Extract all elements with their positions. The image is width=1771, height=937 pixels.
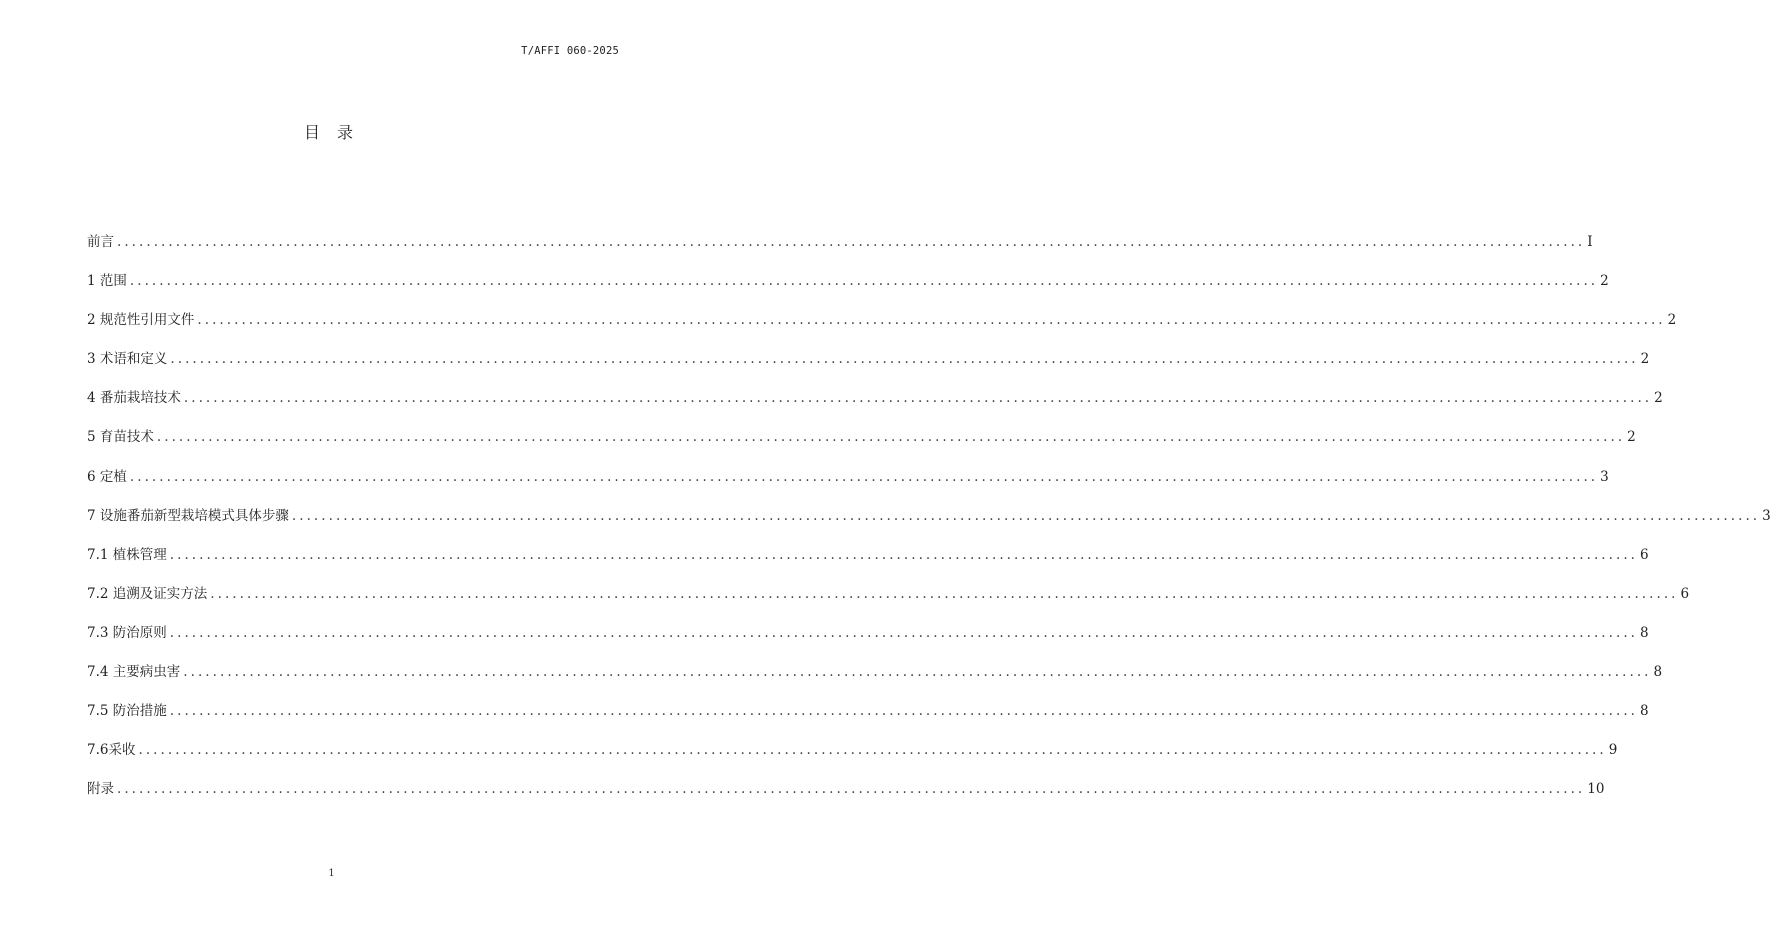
toc-entry-page: 8: [1640, 703, 1649, 720]
toc-leader-dots: ........................................................................................................................................................................................................: [138, 742, 1607, 759]
toc-entry-label: 前言: [87, 234, 114, 250]
toc-leader-dots: ........................................................................................................................................................................................................: [291, 507, 1761, 524]
toc-entry-label: 7.5 防治措施: [87, 703, 167, 720]
table-of-contents: [87, 228, 1771, 814]
toc-entry-page: 2: [1600, 273, 1609, 290]
toc-entry-label: 7.1 植株管理: [87, 546, 167, 563]
toc-leader-dots: ........................................................................................................................................................................................................: [210, 585, 1679, 602]
toc-leader-dots: ........................................................................................................................................................................................................: [156, 429, 1626, 446]
toc-entry-page: 3: [1600, 468, 1609, 485]
toc-entry-page: 6: [1680, 585, 1690, 602]
toc-entry-page: 6: [1640, 546, 1649, 563]
toc-entry-label: 7 设施番茄新型栽培模式具体步骤: [87, 507, 289, 524]
toc-leader-dots: ........................................................................................................................................................................................................: [169, 546, 1639, 563]
toc-entry[interactable]: [87, 384, 1663, 423]
toc-entry[interactable]: [87, 658, 1663, 697]
toc-leader-dots: ........................................................................................................................................................................................................: [129, 468, 1599, 485]
toc-entry-page: 9: [1608, 742, 1618, 759]
toc-entry-label: 2 规范性引用文件: [87, 312, 195, 329]
toc-entry-label: 3 术语和定义: [87, 351, 168, 368]
toc-entry-page: 2: [1667, 312, 1677, 329]
toc-entry[interactable]: [87, 463, 1609, 502]
toc-leader-dots: ........................................................................................................................................................................................................: [169, 624, 1639, 641]
toc-entry-page: 3: [1762, 507, 1771, 524]
toc-entry-page: 8: [1640, 624, 1649, 641]
toc-entry-page: 10: [1587, 781, 1605, 798]
toc-leader-dots: ........................................................................................................................................................................................................: [183, 664, 1652, 681]
toc-entry[interactable]: [87, 736, 1618, 775]
toc-entry[interactable]: [87, 228, 1593, 267]
toc-entry-label: 7.3 防治原则: [87, 624, 167, 641]
toc-entry[interactable]: [87, 580, 1690, 619]
toc-leader-dots: ........................................................................................................................................................................................................: [183, 390, 1653, 407]
toc-leader-dots: ........................................................................................................................................................................................................: [197, 312, 1666, 329]
toc-leader-dots: ........................................................................................................................................................................................................: [170, 351, 1639, 368]
toc-entry-page: 2: [1627, 429, 1636, 446]
toc-entry-label: 1 范围: [87, 273, 127, 290]
toc-entry[interactable]: [87, 775, 1605, 814]
toc-entry[interactable]: [87, 541, 1649, 580]
toc-entry-page: I: [1587, 234, 1593, 250]
toc-entry-page: 8: [1653, 664, 1663, 681]
toc-entry[interactable]: [87, 423, 1636, 462]
toc-leader-dots: ........................................................................................................................................................................................................: [117, 234, 1586, 250]
toc-entry-label: 7.6采收: [87, 742, 136, 759]
toc-entry[interactable]: [87, 502, 1771, 541]
standard-code: T/AFFI 060-2025: [521, 45, 619, 57]
toc-entry[interactable]: [87, 697, 1649, 736]
toc-entry-label: 6 定植: [87, 468, 127, 485]
toc-entry[interactable]: [87, 267, 1609, 306]
toc-entry-page: 2: [1654, 390, 1663, 407]
toc-entry-page: 2: [1640, 351, 1650, 368]
toc-entry-label: 附录: [87, 781, 114, 798]
toc-leader-dots: ........................................................................................................................................................................................................: [129, 273, 1599, 290]
toc-leader-dots: ........................................................................................................................................................................................................: [117, 781, 1586, 798]
toc-entry-label: 4 番茄栽培技术: [87, 390, 181, 407]
toc-entry-label: 5 育苗技术: [87, 429, 154, 446]
toc-entry[interactable]: [87, 619, 1649, 658]
toc-title: 目 录: [303, 123, 360, 142]
page-number: 1: [328, 868, 335, 879]
toc-entry-label: 7.4 主要病虫害: [87, 664, 181, 681]
toc-entry-label: 7.2 追溯及证实方法: [87, 585, 208, 602]
toc-entry[interactable]: [87, 345, 1650, 384]
toc-entry[interactable]: [87, 306, 1677, 345]
toc-leader-dots: ........................................................................................................................................................................................................: [169, 703, 1639, 720]
